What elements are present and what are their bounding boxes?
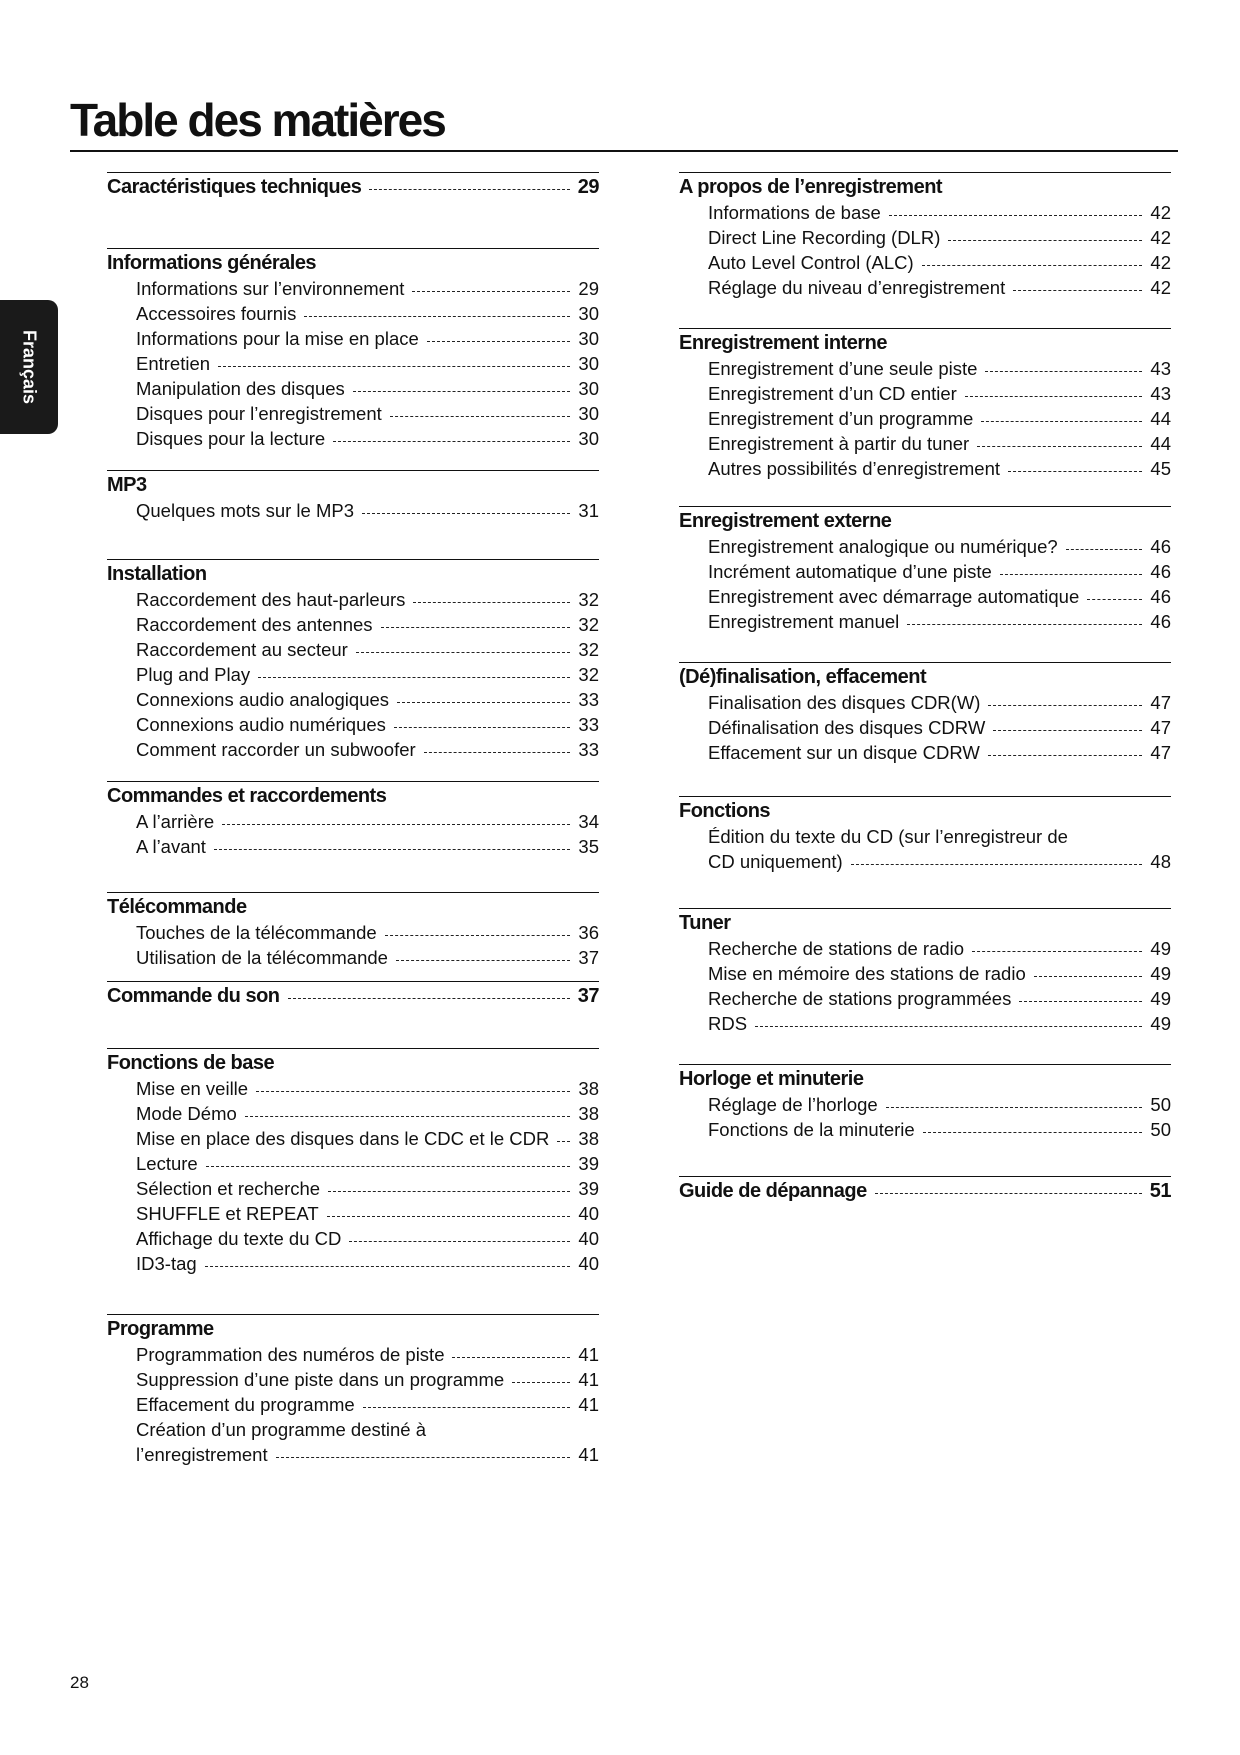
- toc-entry-label: Plug and Play: [136, 664, 251, 685]
- language-tab: [0, 300, 58, 434]
- toc-entry[interactable]: [107, 351, 599, 376]
- toc-section-title: [679, 799, 1171, 824]
- toc-section: [107, 559, 599, 762]
- toc-entry-label: A l’arrière: [136, 811, 215, 832]
- section-title-label: Fonctions: [679, 800, 771, 822]
- dot-leader: [512, 1382, 570, 1383]
- dot-leader: [245, 1116, 571, 1117]
- toc-entry[interactable]: [107, 637, 599, 662]
- toc-entry-label: Comment raccorder un subwoofer: [136, 739, 416, 760]
- toc-entry-label: Définalisation des disques CDRW: [708, 717, 986, 738]
- toc-entry[interactable]: [107, 662, 599, 687]
- toc-entry-page: 43: [1150, 383, 1171, 404]
- toc-entry-page: 30: [578, 353, 599, 374]
- toc-entry[interactable]: [107, 1342, 599, 1367]
- toc-section-title: [107, 251, 599, 276]
- toc-entry-page: 38: [578, 1103, 599, 1124]
- toc-entry-page: 49: [1150, 988, 1171, 1009]
- toc-entry-page: 50: [1150, 1119, 1171, 1140]
- toc-entry-page: 47: [1150, 717, 1171, 738]
- toc-section-title: [679, 911, 1171, 936]
- dot-leader: [381, 627, 571, 628]
- toc-section-title: [107, 784, 599, 809]
- toc-entry-label: Accessoires fournis: [136, 303, 297, 324]
- toc-entry[interactable]: [679, 936, 1171, 961]
- toc-entry[interactable]: [107, 1367, 599, 1392]
- toc-entry[interactable]: [679, 1092, 1171, 1117]
- section-page-number: 29: [577, 176, 599, 198]
- toc-entry[interactable]: [107, 1151, 599, 1176]
- dot-leader: [363, 1407, 571, 1408]
- language-tab-label: Français: [19, 329, 40, 405]
- toc-entry-page: 40: [578, 1228, 599, 1249]
- toc-entry-label: Suppression d’une piste dans un programme: [136, 1369, 505, 1390]
- section-title-label: Commandes et raccordements: [107, 785, 387, 807]
- toc-entry[interactable]: [679, 690, 1171, 715]
- dot-leader: [1066, 549, 1143, 550]
- dot-leader: [333, 441, 570, 442]
- toc-entry-page: 45: [1150, 458, 1171, 479]
- toc-entry[interactable]: [107, 276, 599, 301]
- toc-section: [107, 1314, 599, 1467]
- toc-entry-label: Autres possibilités d’enregistrement: [708, 458, 1001, 479]
- toc-entry-page: 42: [1150, 252, 1171, 273]
- toc-section: [679, 662, 1171, 765]
- toc-entry[interactable]: [107, 945, 599, 970]
- dot-leader: [424, 752, 571, 753]
- toc-entry-label: Mise en veille: [136, 1078, 249, 1099]
- toc-entry-page: 47: [1150, 742, 1171, 763]
- toc-entry-label-line: Création d’un programme destiné à: [136, 1419, 426, 1440]
- section-title-label: (Dé)finalisation, effacement: [679, 666, 927, 688]
- dot-leader: [222, 824, 570, 825]
- toc-entry-label: Sélection et recherche: [136, 1178, 321, 1199]
- toc-entry-label: Affichage du texte du CD: [136, 1228, 342, 1249]
- toc-entry-page: 32: [578, 639, 599, 660]
- toc-entry[interactable]: [679, 1011, 1171, 1036]
- toc-entry-label: Recherche de stations programmées: [708, 988, 1012, 1009]
- dot-leader: [972, 951, 1142, 952]
- toc-entry[interactable]: [107, 1201, 599, 1226]
- toc-entry-page: 46: [1150, 611, 1171, 632]
- dot-leader: [369, 189, 569, 190]
- toc-entry[interactable]: [679, 740, 1171, 765]
- toc-entry-page: 41: [578, 1444, 599, 1465]
- dot-leader: [452, 1357, 570, 1358]
- toc-entry-label: Mode Démo: [136, 1103, 237, 1124]
- dot-leader: [328, 1191, 570, 1192]
- dot-leader: [353, 391, 571, 392]
- toc-entry-continuation: l’enregistrement: [136, 1444, 268, 1465]
- toc-section: [107, 1048, 599, 1276]
- dot-leader: [981, 421, 1142, 422]
- toc-section: [679, 1176, 1171, 1204]
- toc-section: [679, 908, 1171, 1036]
- toc-entry-label: Entretien: [136, 353, 211, 374]
- dot-leader: [1034, 976, 1143, 977]
- toc-entry-page: 34: [578, 811, 599, 832]
- toc-section-title: [107, 895, 599, 920]
- toc-entry[interactable]: [107, 1101, 599, 1126]
- toc-entry[interactable]: [107, 587, 599, 612]
- toc-entry-label: Auto Level Control (ALC): [708, 252, 914, 273]
- toc-entry-page: 43: [1150, 358, 1171, 379]
- page-number: 28: [70, 1673, 89, 1692]
- toc-entry-page: 35: [578, 836, 599, 857]
- dot-leader: [907, 624, 1142, 625]
- toc-entry[interactable]: [679, 431, 1171, 456]
- toc-entry[interactable]: [107, 401, 599, 426]
- toc-entry-page: 38: [578, 1078, 599, 1099]
- toc-entry-page: 48: [1150, 851, 1171, 872]
- dot-leader: [988, 705, 1142, 706]
- toc-section-title: [107, 984, 599, 1009]
- toc-entry[interactable]: [679, 456, 1171, 481]
- toc-entry[interactable]: [679, 559, 1171, 584]
- toc-section: [679, 1064, 1171, 1142]
- toc-entry[interactable]: [107, 1392, 599, 1417]
- toc-entry-page: 39: [578, 1153, 599, 1174]
- toc-entry-page: 32: [578, 614, 599, 635]
- toc-entry[interactable]: [679, 1117, 1171, 1142]
- page-title: Table des matières: [70, 94, 445, 146]
- toc-entry-label: Informations pour la mise en place: [136, 328, 419, 349]
- toc-entry-page: 30: [578, 378, 599, 399]
- dot-leader: [1019, 1001, 1142, 1002]
- dot-leader: [206, 1166, 571, 1167]
- section-title-label: Horloge et minuterie: [679, 1068, 864, 1090]
- dot-leader: [356, 652, 571, 653]
- toc-entry-page: 44: [1150, 433, 1171, 454]
- toc-section: [107, 892, 599, 970]
- toc-entry-page: 30: [578, 303, 599, 324]
- toc-entry-label: Effacement du programme: [136, 1394, 355, 1415]
- toc-entry-label: Enregistrement d’une seule piste: [708, 358, 978, 379]
- toc-entry[interactable]: [107, 1226, 599, 1251]
- toc-entry-label: Finalisation des disques CDR(W): [708, 692, 981, 713]
- toc-entry[interactable]: [679, 609, 1171, 634]
- toc-entry[interactable]: [679, 986, 1171, 1011]
- toc-entry-label: SHUFFLE et REPEAT: [136, 1203, 319, 1224]
- toc-section: [107, 172, 599, 200]
- dot-leader: [851, 864, 1143, 865]
- toc-entry[interactable]: [107, 1176, 599, 1201]
- toc-section: [107, 248, 599, 451]
- dot-leader: [985, 371, 1142, 372]
- toc-entry-label: Informations de base: [708, 202, 881, 223]
- toc-entry-page: 44: [1150, 408, 1171, 429]
- section-title-label: A propos de l’enregistrement: [679, 176, 943, 198]
- toc-entry[interactable]: [107, 809, 599, 834]
- toc-entry-page: 38: [578, 1128, 599, 1149]
- toc-entry-label: A l’avant: [136, 836, 206, 857]
- dot-leader: [394, 727, 571, 728]
- toc-entry-page: 50: [1150, 1094, 1171, 1115]
- toc-entry[interactable]: [679, 715, 1171, 740]
- toc-entry-page: 49: [1150, 938, 1171, 959]
- toc-entry-label: Réglage de l’horloge: [708, 1094, 878, 1115]
- toc-entry-page: 41: [578, 1344, 599, 1365]
- toc-entry[interactable]: [107, 326, 599, 351]
- section-title-label: Commande du son: [107, 985, 280, 1007]
- toc-entry-label: ID3-tag: [136, 1253, 197, 1274]
- section-title-label: Programme: [107, 1318, 214, 1340]
- dot-leader: [557, 1141, 570, 1142]
- dot-leader: [1000, 574, 1143, 575]
- toc-entry[interactable]: [107, 301, 599, 326]
- toc-entry[interactable]: [107, 1251, 599, 1276]
- dot-leader: [327, 1216, 571, 1217]
- toc-section-title: [679, 509, 1171, 534]
- dot-leader: [886, 1107, 1143, 1108]
- toc-entry[interactable]: [679, 381, 1171, 406]
- toc-entry-continuation: CD uniquement): [708, 851, 843, 872]
- section-title-label: Guide de dépannage: [679, 1180, 867, 1202]
- toc-section-title: [107, 562, 599, 587]
- toc-entry-label: Enregistrement manuel: [708, 611, 900, 632]
- toc-entry[interactable]: [679, 200, 1171, 225]
- toc-entry-page: 46: [1150, 536, 1171, 557]
- toc-entry-label: Raccordement des antennes: [136, 614, 373, 635]
- toc-entry-label: Informations sur l’environnement: [136, 278, 405, 299]
- toc-entry-label: Enregistrement d’un CD entier: [708, 383, 957, 404]
- toc-entry-label: Disques pour l’enregistrement: [136, 403, 382, 424]
- toc-entry[interactable]: [679, 849, 1171, 874]
- section-title-label: Installation: [107, 563, 207, 585]
- dot-leader: [923, 1132, 1143, 1133]
- toc-entry-page: 40: [578, 1253, 599, 1274]
- dot-leader: [214, 849, 570, 850]
- toc-entry[interactable]: [107, 920, 599, 945]
- toc-entry-page: 30: [578, 428, 599, 449]
- toc-entry[interactable]: [107, 1076, 599, 1101]
- dot-leader: [205, 1266, 571, 1267]
- toc-entry-page: 46: [1150, 561, 1171, 582]
- toc-entry[interactable]: [107, 834, 599, 859]
- toc-entry-page: 32: [578, 589, 599, 610]
- toc-entry-page: 32: [578, 664, 599, 685]
- toc-section-title: [107, 1051, 599, 1076]
- dot-leader: [385, 935, 571, 936]
- dot-leader: [349, 1241, 570, 1242]
- toc-section-title: [679, 665, 1171, 690]
- toc-entry[interactable]: [679, 584, 1171, 609]
- toc-entry[interactable]: [107, 612, 599, 637]
- toc-section: [107, 781, 599, 859]
- section-title-label: Informations générales: [107, 252, 317, 274]
- dot-leader: [397, 702, 570, 703]
- section-page-number: 51: [1149, 1180, 1171, 1202]
- dot-leader: [256, 1091, 570, 1092]
- toc-entry-page: 42: [1150, 277, 1171, 298]
- toc-entry-label: Utilisation de la télécommande: [136, 947, 388, 968]
- toc-entry-label: Réglage du niveau d’enregistrement: [708, 277, 1006, 298]
- toc-entry-label: Raccordement des haut-parleurs: [136, 589, 406, 610]
- toc-entry-page: 49: [1150, 1013, 1171, 1034]
- toc-entry-page: 39: [578, 1178, 599, 1199]
- section-title-label: Caractéristiques techniques: [107, 176, 362, 198]
- toc-entry-page: 30: [578, 328, 599, 349]
- toc-section: [679, 506, 1171, 634]
- toc-entry-label: Connexions audio analogiques: [136, 689, 390, 710]
- toc-entry-page: 41: [578, 1369, 599, 1390]
- toc-entry[interactable]: [107, 737, 599, 762]
- toc-entry[interactable]: [107, 1442, 599, 1467]
- dot-leader: [948, 240, 1142, 241]
- toc-entry-label: Incrément automatique d’une piste: [708, 561, 992, 582]
- title-rule: [70, 150, 1178, 152]
- toc-entry-label: Lecture: [136, 1153, 198, 1174]
- dot-leader: [965, 396, 1143, 397]
- toc-section-title: [679, 331, 1171, 356]
- toc-entry-label: Direct Line Recording (DLR): [708, 227, 941, 248]
- toc-entry[interactable]: [107, 498, 599, 523]
- toc-entry-page: 33: [578, 714, 599, 735]
- toc-entry-label: Enregistrement à partir du tuner: [708, 433, 970, 454]
- section-title-label: Enregistrement interne: [679, 332, 887, 354]
- toc-entry[interactable]: [679, 250, 1171, 275]
- toc-entry[interactable]: [679, 406, 1171, 431]
- toc-entry-page: 47: [1150, 692, 1171, 713]
- toc-entry[interactable]: [679, 534, 1171, 559]
- toc-entry-page: 37: [578, 947, 599, 968]
- section-title-label: Tuner: [679, 912, 731, 934]
- toc-entry-label: Enregistrement d’un programme: [708, 408, 974, 429]
- toc-entry-label: Programmation des numéros de piste: [136, 1344, 445, 1365]
- toc-entry-label: Raccordement au secteur: [136, 639, 348, 660]
- dot-leader: [755, 1026, 1142, 1027]
- toc-entry-label: Touches de la télécommande: [136, 922, 377, 943]
- dot-leader: [390, 416, 571, 417]
- toc-entry-label: Enregistrement avec démarrage automatique: [708, 586, 1080, 607]
- dot-leader: [922, 265, 1143, 266]
- toc-entry[interactable]: [679, 275, 1171, 300]
- toc-entry[interactable]: [679, 225, 1171, 250]
- toc-entry-label: Effacement sur un disque CDRW: [708, 742, 980, 763]
- toc-entry-label: Mise en place des disques dans le CDC et le CDR: [136, 1128, 550, 1149]
- toc-entry-page: 42: [1150, 202, 1171, 223]
- toc-entry[interactable]: [107, 687, 599, 712]
- toc-entry-label: Disques pour la lecture: [136, 428, 326, 449]
- toc-section-title: [107, 473, 599, 498]
- toc-section-title: [679, 1067, 1171, 1092]
- dot-leader: [1087, 599, 1142, 600]
- dot-leader: [1008, 471, 1142, 472]
- toc-section-title: [107, 1317, 599, 1342]
- toc-section: [679, 172, 1171, 300]
- toc-entry[interactable]: [679, 961, 1171, 986]
- toc-entry[interactable]: [679, 356, 1171, 381]
- dot-leader: [362, 513, 570, 514]
- toc-entry-page: 36: [578, 922, 599, 943]
- toc-section-title: [107, 175, 599, 200]
- toc-entry-label: Manipulation des disques: [136, 378, 345, 399]
- toc-entry-page: 40: [578, 1203, 599, 1224]
- toc-section-title: [679, 1179, 1171, 1204]
- dot-leader: [875, 1193, 1142, 1194]
- toc-entry-label: Mise en mémoire des stations de radio: [708, 963, 1026, 984]
- dot-leader: [218, 366, 570, 367]
- section-title-label: Enregistrement externe: [679, 510, 892, 532]
- dot-leader: [412, 291, 570, 292]
- toc-entry-page: 31: [578, 500, 599, 521]
- dot-leader: [1013, 290, 1142, 291]
- toc-entry-page: 30: [578, 403, 599, 424]
- toc-entry-label: Connexions audio numériques: [136, 714, 386, 735]
- toc-section: [679, 328, 1171, 481]
- toc-section-title: [679, 175, 1171, 200]
- dot-leader: [413, 602, 570, 603]
- dot-leader: [258, 677, 570, 678]
- dot-leader: [977, 446, 1142, 447]
- toc-entry-label: Enregistrement analogique ou numérique?: [708, 536, 1058, 557]
- section-title-label: Télécommande: [107, 896, 247, 918]
- toc-entry-label: Recherche de stations de radio: [708, 938, 965, 959]
- toc-entry-label: Fonctions de la minuterie: [708, 1119, 915, 1140]
- toc-entry-page: 33: [578, 739, 599, 760]
- section-page-number: 37: [577, 985, 599, 1007]
- dot-leader: [889, 215, 1143, 216]
- toc-entry-page: 41: [578, 1394, 599, 1415]
- toc-section: [107, 470, 599, 523]
- section-title-label: MP3: [107, 474, 147, 496]
- toc-entry-label: RDS: [708, 1013, 748, 1034]
- toc-entry-page: 49: [1150, 963, 1171, 984]
- dot-leader: [304, 316, 570, 317]
- dot-leader: [276, 1457, 571, 1458]
- toc-entry[interactable]: [107, 426, 599, 451]
- dot-leader: [288, 998, 570, 999]
- toc-entry[interactable]: [107, 376, 599, 401]
- dot-leader: [427, 341, 571, 342]
- toc-entry-page: 33: [578, 689, 599, 710]
- toc-entry[interactable]: [107, 712, 599, 737]
- toc-section: [679, 796, 1171, 874]
- toc-entry-label-line: Édition du texte du CD (sur l’enregistreur de: [708, 826, 1068, 847]
- toc-entry[interactable]: [107, 1126, 599, 1151]
- toc-entry-page: 29: [578, 278, 599, 299]
- dot-leader: [988, 755, 1143, 756]
- dot-leader: [993, 730, 1142, 731]
- section-title-label: Fonctions de base: [107, 1052, 275, 1074]
- toc-entry-label: Quelques mots sur le MP3: [136, 500, 354, 521]
- toc-section: [107, 981, 599, 1009]
- toc-entry-page: 42: [1150, 227, 1171, 248]
- toc-entry-page: 46: [1150, 586, 1171, 607]
- dot-leader: [396, 960, 570, 961]
